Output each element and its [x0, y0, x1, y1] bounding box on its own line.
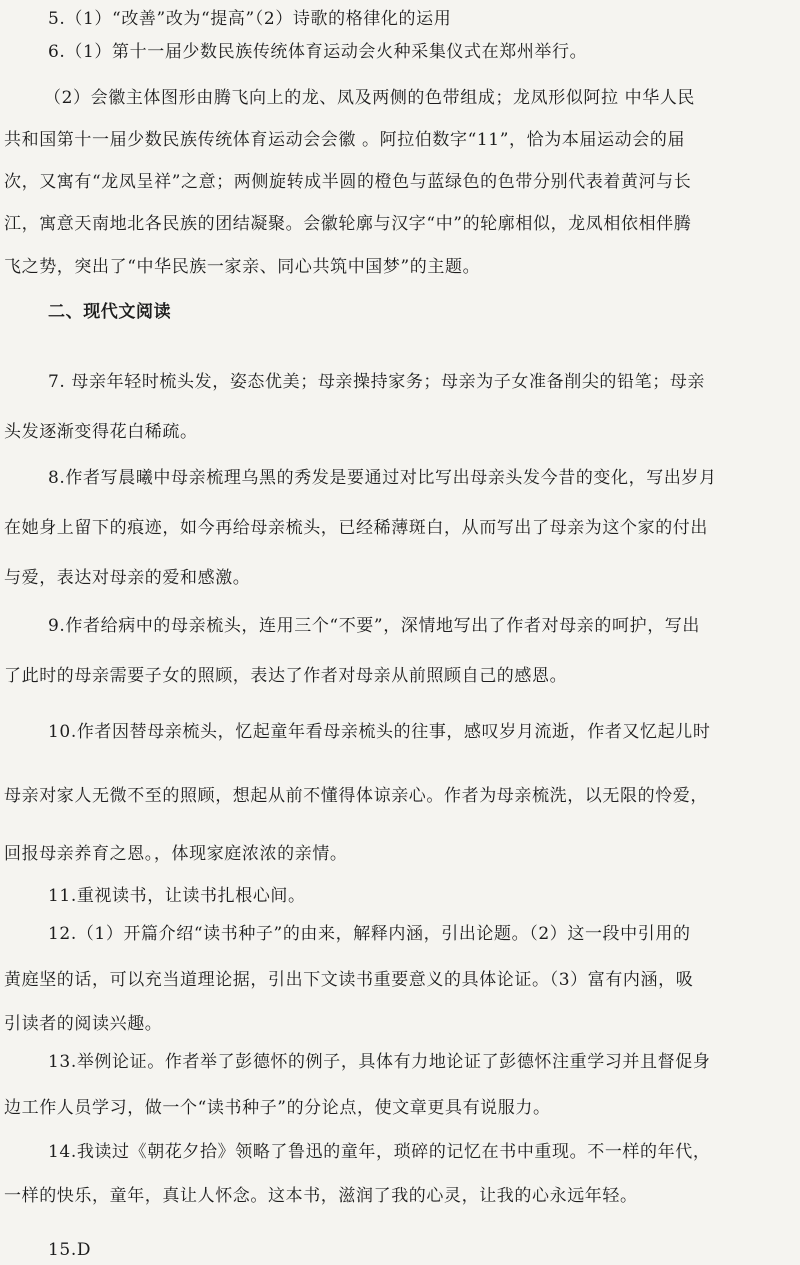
- answer-9-line-2: 了此时的母亲需要子女的照顾，表达了作者对母亲从前照顾自己的感恩。: [4, 666, 568, 686]
- answer-13-line-1: 13.举例论证。作者举了彭德怀的例子，具体有力地论证了彭德怀注重学习并且督促身: [48, 1052, 711, 1072]
- answer-13-line-2: 边工作人员学习，做一个“读书种子”的分论点，使文章更具有说服力。: [4, 1098, 551, 1118]
- answer-6-part-2-line-4: 江，寓意天南地北各民族的团结凝聚。会徽轮廓与汉字“中”的轮廓相似，龙凤相依相伴腾: [4, 214, 692, 234]
- answer-11: 11.重视读书，让读书扎根心间。: [48, 886, 306, 906]
- answer-7-line-1: 7. 母亲年轻时梳头发，姿态优美；母亲操持家务；母亲为子女准备削尖的铅笔；母亲: [48, 372, 706, 392]
- answer-8-line-3: 与爱，表达对母亲的爱和感激。: [4, 568, 251, 588]
- answer-10-line-2: 母亲对家人无微不至的照顾，想起从前不懂得体谅亲心。作者为母亲梳洗，以无限的怜爱，: [4, 786, 708, 806]
- answer-10-line-3: 回报母亲养育之恩。，体现家庭浓浓的亲情。: [4, 844, 348, 864]
- answer-6-part-1: 6.（1）第十一届少数民族传统体育运动会火种采集仪式在郑州举行。: [48, 42, 588, 62]
- answer-12-line-2: 黄庭坚的话，可以充当道理论据，引出下文读书重要意义的具体论证。（3）富有内涵，吸: [4, 970, 694, 990]
- answer-10-line-1: 10.作者因替母亲梳头，忆起童年看母亲梳头的往事，感叹岁月流逝，作者又忆起儿时: [48, 722, 711, 742]
- answer-12-line-1: 12.（1）开篇介绍“读书种子”的由来，解释内涵，引出论题。（2）这一段中引用的: [48, 924, 691, 944]
- answer-14-line-1: 14.我读过《朝花夕拾》领略了鲁迅的童年，琐碎的记忆在书中重现。不一样的年代，: [48, 1142, 711, 1162]
- answer-8-line-1: 8.作者写晨曦中母亲梳理乌黑的秀发是要通过对比写出母亲头发今昔的变化，写出岁月: [48, 468, 717, 488]
- answer-6-part-2-line-1: （2）会徽主体图形由腾飞向上的龙、凤及两侧的色带组成；龙凤形似阿拉 中华人民: [44, 88, 696, 108]
- answer-9-line-1: 9.作者给病中的母亲梳头，连用三个“不要”，深情地写出了作者对母亲的呵护，写出: [48, 616, 700, 636]
- answer-7-line-2: 头发逐渐变得花白稀疏。: [4, 422, 198, 442]
- answer-5: 5.（1）“改善”改为“提高”（2）诗歌的格律化的运用: [48, 9, 452, 29]
- answer-12-line-3: 引读者的阅读兴趣。: [4, 1014, 163, 1034]
- answer-8-line-2: 在她身上留下的痕迹，如今再给母亲梳头，已经稀薄斑白，从而写出了母亲为这个家的付出: [4, 518, 708, 538]
- answer-6-part-2-line-2: 共和国第十一届少数民族传统体育运动会会徽 。阿拉伯数字“11”，恰为本届运动会的届: [4, 130, 686, 150]
- answer-14-line-2: 一样的快乐，童年，真让人怀念。这本书，滋润了我的心灵，让我的心永远年轻。: [4, 1186, 638, 1206]
- answer-15: 15.D: [48, 1240, 92, 1260]
- section-title-modern-reading: 二、现代文阅读: [48, 302, 172, 322]
- answer-6-part-2-line-3: 次，又寓有“龙凤呈祥”之意；两侧旋转成半圆的橙色与蓝绿色的色带分别代表着黄河与长: [4, 172, 692, 192]
- answer-6-part-2-line-5: 飞之势，突出了“中华民族一家亲、同心共筑中国梦”的主题。: [4, 257, 481, 277]
